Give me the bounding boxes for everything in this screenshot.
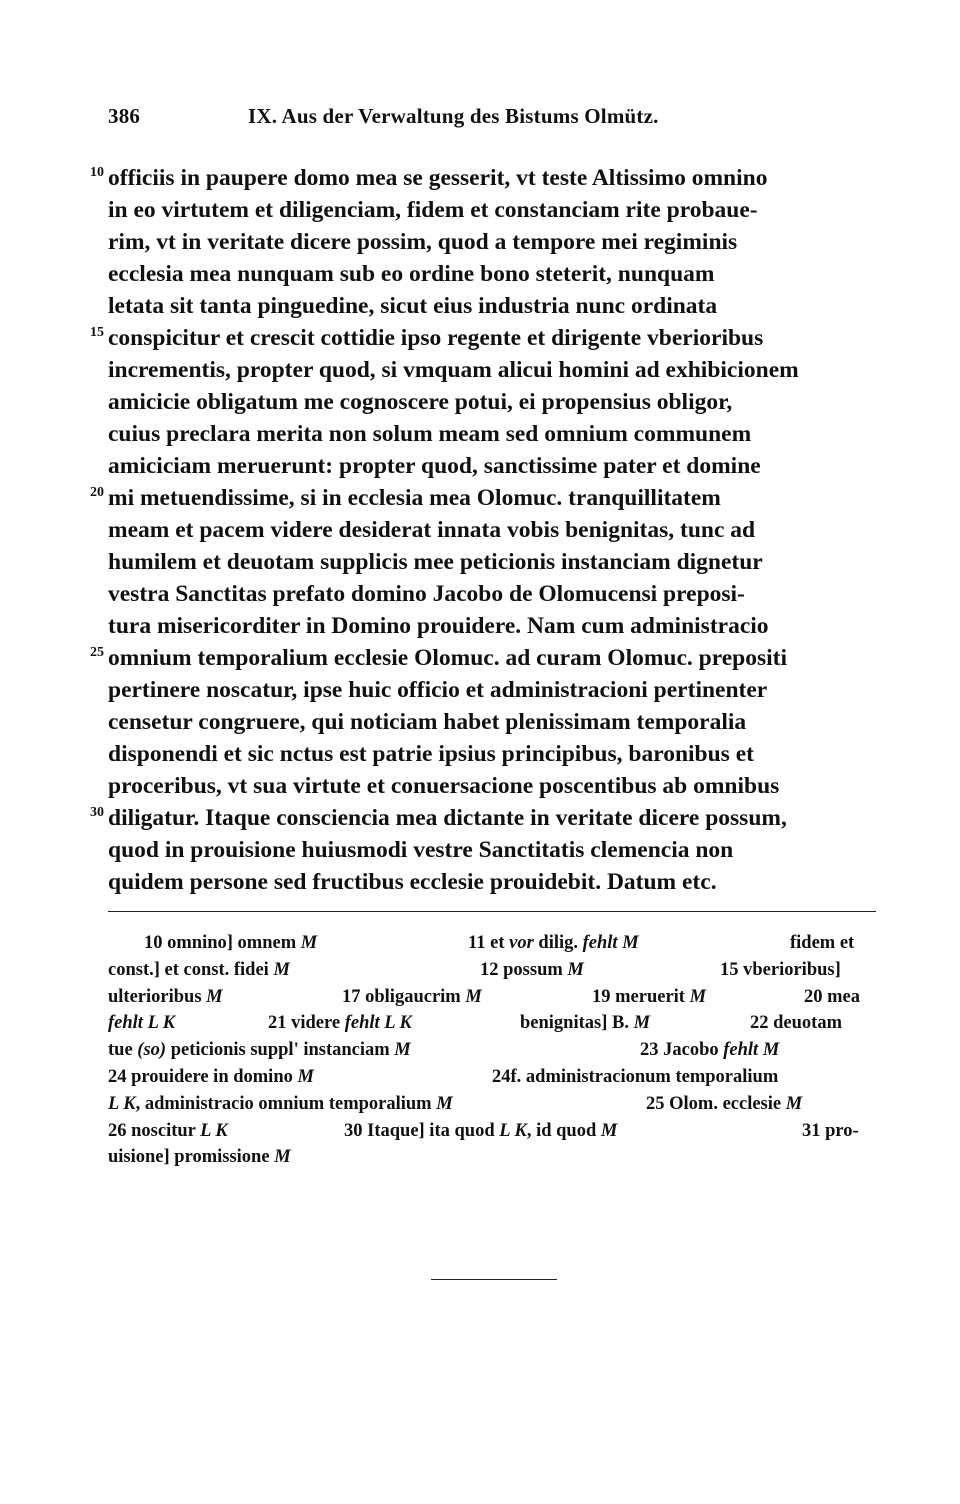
line-text: censetur congruere, qui noticiam habet plenissimam temporalia: [108, 709, 747, 735]
line-text: omnium temporalium ecclesie Olomuc. ad curam Olomuc. prepositi: [108, 645, 788, 671]
line-text: amicicie obligatum me cognoscere potui, ei propensius obligor,: [108, 389, 733, 415]
apparatus-entry: [342, 984, 482, 1011]
siglum: fehlt M: [582, 933, 639, 953]
apparatus-text: 15 vberioribus]: [720, 959, 841, 980]
siglum: L K: [499, 1120, 527, 1141]
apparatus-entry: [492, 1064, 778, 1091]
line-number-label: 10: [90, 165, 104, 180]
footnote-divider: [108, 911, 876, 912]
apparatus-entry: [640, 1037, 779, 1064]
apparatus-text: 31 pro-: [802, 1120, 859, 1141]
line-text: diligatur. Itaque consciencia mea dictante in veritate dicere possum,: [108, 805, 787, 831]
apparatus-entry: [108, 1118, 228, 1145]
text-line: [0, 322, 960, 354]
apparatus-text: 24 prouidere in domino: [108, 1066, 298, 1087]
text-line: [0, 354, 960, 386]
apparatus-line: [108, 1064, 878, 1091]
apparatus-entry: [108, 957, 290, 984]
line-text: quidem persone sed fructibus ecclesie prouidebit. Datum etc.: [108, 869, 717, 895]
line-text: conspicitur et crescit cottidie ipso regente et dirigente vberioribus: [108, 325, 764, 351]
apparatus-entry: [468, 930, 639, 957]
siglum: M: [394, 1040, 411, 1061]
apparatus-text: const.] et const. fidei: [108, 959, 274, 980]
text-line: [0, 386, 960, 418]
siglum: M: [785, 1093, 803, 1114]
siglum: vor: [509, 933, 534, 953]
apparatus-entry: [344, 1118, 617, 1145]
siglum: M: [633, 1013, 651, 1034]
apparatus-text: 22 deuotam: [750, 1013, 842, 1034]
line-text: proceribus, vt sua virtute et conuersacione poscentibus ab omnibus: [108, 773, 780, 799]
line-text: tura misericorditer in Domino prouidere. Nam cum administracio: [108, 613, 769, 639]
line-number-label: 20: [90, 485, 104, 500]
siglum: fehlt L K: [108, 1013, 176, 1034]
apparatus-line: [108, 1118, 878, 1145]
line-number-label: 30: [90, 805, 104, 820]
main-text: [0, 162, 960, 898]
siglum: M: [436, 1093, 453, 1114]
siglum: M: [600, 1120, 618, 1141]
page-header: [108, 104, 878, 144]
line-text: rim, vt in veritate dicere possim, quod a tempore mei regiminis: [108, 229, 738, 255]
apparatus-text: , administracio omnium temporalium: [135, 1093, 437, 1114]
apparatus-text: 25 Olom. ecclesie: [646, 1093, 786, 1114]
apparatus-text: 17 obligaucrim: [342, 986, 466, 1007]
line-text: amiciciam meruerunt: propter quod, sanctissime pater et domine: [108, 453, 761, 479]
line-text: humilem et deuotam supplicis mee peticionis instanciam dignetur: [108, 549, 763, 575]
line-text: officiis in paupere domo mea se gesserit, vt teste Altissimo omnino: [108, 165, 768, 191]
apparatus-entry: [720, 957, 841, 984]
text-line: [0, 834, 960, 866]
apparatus-entry: [790, 930, 854, 957]
siglum: M: [689, 986, 707, 1007]
apparatus-text: , id quod: [526, 1120, 601, 1141]
apparatus-text: 24f. administracionum temporalium: [492, 1066, 779, 1087]
text-line: [0, 642, 960, 674]
siglum: M: [300, 933, 318, 953]
line-text: letata sit tanta pinguedine, sicut eius industria nunc ordinata: [108, 293, 718, 319]
siglum: M: [206, 986, 223, 1007]
apparatus-text: 30 Itaque] ita quod: [344, 1120, 500, 1141]
line-text: disponendi et sic nctus est patrie ipsius principibus, baronibus et: [108, 741, 754, 767]
apparatus-text: 12 possum: [480, 959, 568, 980]
apparatus-text: 23 Jacobo: [640, 1040, 724, 1061]
apparatus-entry: [592, 984, 706, 1011]
apparatus-line: [108, 1144, 878, 1171]
apparatus-entry: [268, 1010, 412, 1037]
line-number-label: 15: [90, 325, 104, 340]
text-line: [0, 866, 960, 898]
text-line: [0, 258, 960, 290]
text-line: [0, 770, 960, 802]
apparatus-text: 10 omnino] omnem: [144, 933, 301, 953]
text-line: [0, 194, 960, 226]
siglum: L K: [108, 1093, 136, 1114]
apparatus-text: 20 mea: [804, 986, 860, 1007]
apparatus-text: dilig.: [533, 933, 583, 953]
text-line: [0, 514, 960, 546]
siglum: fehlt M: [723, 1040, 780, 1061]
apparatus-line: [108, 984, 878, 1011]
line-text: cuius preclara merita non solum meam sed omnium communem: [108, 421, 752, 447]
line-text: ecclesia mea nunquam sub eo ordine bono steterit, nunquam: [108, 261, 715, 287]
apparatus-text: benignitas] B.: [520, 1013, 634, 1034]
page-number: 386: [108, 104, 141, 128]
apparatus-line: [108, 1037, 878, 1064]
apparatus-text: fidem et: [790, 933, 855, 953]
apparatus-entry: [108, 1037, 411, 1064]
siglum: M: [465, 986, 482, 1007]
apparatus-text: tue: [108, 1040, 138, 1061]
siglum: fehlt L K: [344, 1013, 412, 1034]
siglum: M: [567, 959, 584, 980]
line-text: pertinere noscatur, ipse huic officio et administracioni pertinenter: [108, 677, 768, 703]
apparatus-entry: [520, 1010, 650, 1037]
line-text: quod in prouisione huiusmodi vestre Sanctitatis clemencia non: [108, 837, 734, 863]
text-line: [0, 290, 960, 322]
apparatus-text: peticionis suppl' instanciam: [166, 1040, 395, 1061]
line-text: meam et pacem videre desiderat innata vobis benignitas, tunc ad: [108, 517, 756, 543]
siglum: M: [273, 959, 290, 980]
apparatus-line: [108, 1010, 878, 1037]
apparatus-entry: [108, 1064, 314, 1091]
line-number-label: 25: [90, 645, 104, 660]
apparatus-entry: [750, 1010, 842, 1037]
line-text: vestra Sanctitas prefato domino Jacobo de Olomucensi preposi-: [108, 581, 745, 607]
apparatus-entry: [144, 930, 317, 957]
text-line: [0, 546, 960, 578]
text-line: [0, 674, 960, 706]
line-text: in eo virtutem et diligenciam, fidem et constanciam rite probaue-: [108, 197, 758, 223]
apparatus-line: [108, 1091, 878, 1118]
text-line: [0, 418, 960, 450]
apparatus-entry: [108, 1144, 291, 1171]
text-line: [0, 162, 960, 194]
text-line: [0, 610, 960, 642]
end-rule: [431, 1279, 557, 1280]
text-line: [0, 738, 960, 770]
text-line: [0, 802, 960, 834]
line-text: incrementis, propter quod, si vmquam alicui homini ad exhibicionem: [108, 357, 799, 383]
text-line: [0, 226, 960, 258]
apparatus-entry: [804, 984, 860, 1011]
apparatus-text: 26 noscitur: [108, 1120, 201, 1141]
text-line: [0, 706, 960, 738]
text-line: [0, 450, 960, 482]
apparatus-entry: [646, 1091, 802, 1118]
apparatus-entry: [108, 1091, 453, 1118]
apparatus-text: 19 meruerit: [592, 986, 690, 1007]
apparatus-entry: [802, 1118, 859, 1145]
line-text: mi metuendissime, si in ecclesia mea Olomuc. tranquillitatem: [108, 485, 721, 511]
text-line: [0, 482, 960, 514]
siglum: (so): [137, 1040, 167, 1061]
text-line: [0, 578, 960, 610]
critical-apparatus: [108, 930, 878, 1171]
apparatus-entry: [108, 1010, 175, 1037]
siglum: L K: [200, 1120, 228, 1141]
apparatus-line: [108, 930, 878, 957]
apparatus-text: 21 videre: [268, 1013, 345, 1034]
running-title: IX. Aus der Verwaltung des Bistums Olmütz.: [248, 104, 659, 128]
siglum: M: [297, 1066, 314, 1087]
apparatus-entry: [480, 957, 584, 984]
apparatus-text: uisione] promissione: [108, 1147, 275, 1168]
apparatus-line: [108, 957, 878, 984]
apparatus-entry: [108, 984, 223, 1011]
apparatus-text: 11 et: [468, 933, 510, 953]
siglum: M: [274, 1147, 291, 1168]
apparatus-text: ulterioribus: [108, 986, 207, 1007]
